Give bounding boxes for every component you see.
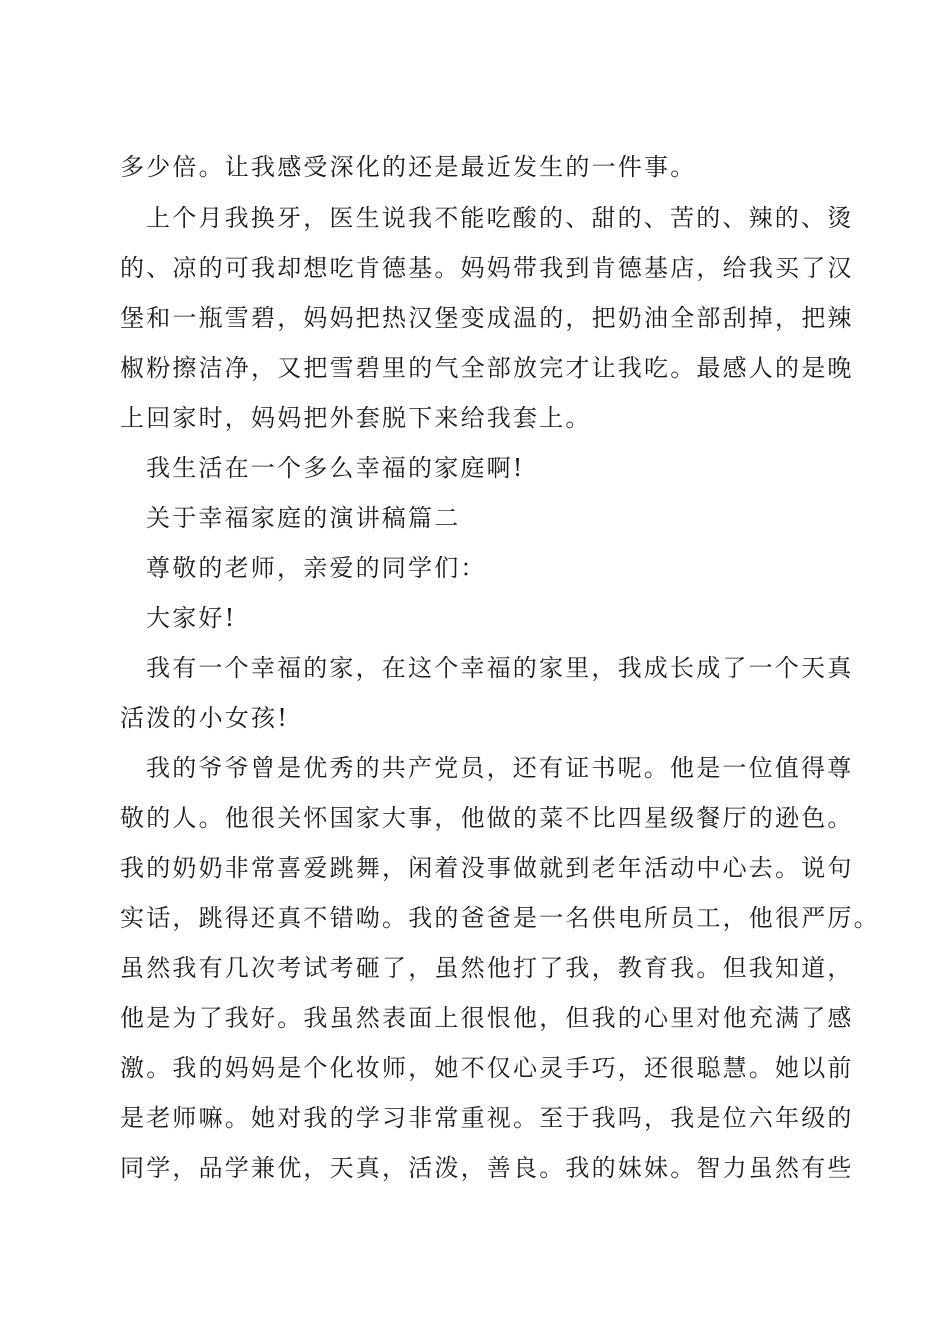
text-line: 实话，跳得还真不错呦。我的爸爸是一名供电所员工，他很严厉。	[120, 904, 880, 932]
text-line: 我的奶奶非常喜爱跳舞，闲着没事做就到老年活动中心去。说句	[120, 854, 854, 882]
text-line: 虽然我有几次考试考砸了，虽然他打了我，教育我。但我知道，	[120, 954, 854, 982]
text-line: 活泼的小女孩!	[120, 704, 290, 732]
section-heading: 关于幸福家庭的演讲稿篇二	[146, 504, 461, 532]
text-line: 多少倍。让我感受深化的还是最近发生的一件事。	[120, 153, 697, 181]
text-line: 椒粉擦洁净，又把雪碧里的气全部放完才让我吃。最感人的是晚	[120, 354, 854, 382]
text-line: 我生活在一个多么幸福的家庭啊!	[146, 454, 525, 482]
text-line: 大家好!	[146, 604, 237, 632]
text-line: 他是为了我好。我虽然表面上很恨他，但我的心里对他充满了感	[120, 1004, 854, 1032]
text-line: 我有一个幸福的家，在这个幸福的家里，我成长成了一个天真	[146, 654, 854, 682]
text-line: 敬的人。他很关怀国家大事，他做的菜不比四星级餐厅的逊色。	[120, 804, 854, 832]
text-line: 上回家时，妈妈把外套脱下来给我套上。	[120, 404, 592, 432]
text-line: 同学，品学兼优，天真，活泼，善良。我的妹妹。智力虽然有些	[120, 1154, 854, 1182]
text-line: 是老师嘛。她对我的学习非常重视。至于我吗，我是位六年级的	[120, 1104, 854, 1132]
text-line: 堡和一瓶雪碧，妈妈把热汉堡变成温的，把奶油全部刮掉，把辣	[120, 304, 854, 332]
text-line: 我的爷爷曾是优秀的共产党员，还有证书呢。他是一位值得尊	[146, 754, 854, 782]
text-line: 尊敬的老师，亲爱的同学们：	[146, 554, 487, 582]
text-line: 的、凉的可我却想吃肯德基。妈妈带我到肯德基店，给我买了汉	[120, 254, 854, 282]
text-line: 上个月我换牙，医生说我不能吃酸的、甜的、苦的、辣的、烫	[146, 204, 854, 232]
text-line: 激。我的妈妈是个化妆师，她不仅心灵手巧，还很聪慧。她以前	[120, 1054, 854, 1082]
